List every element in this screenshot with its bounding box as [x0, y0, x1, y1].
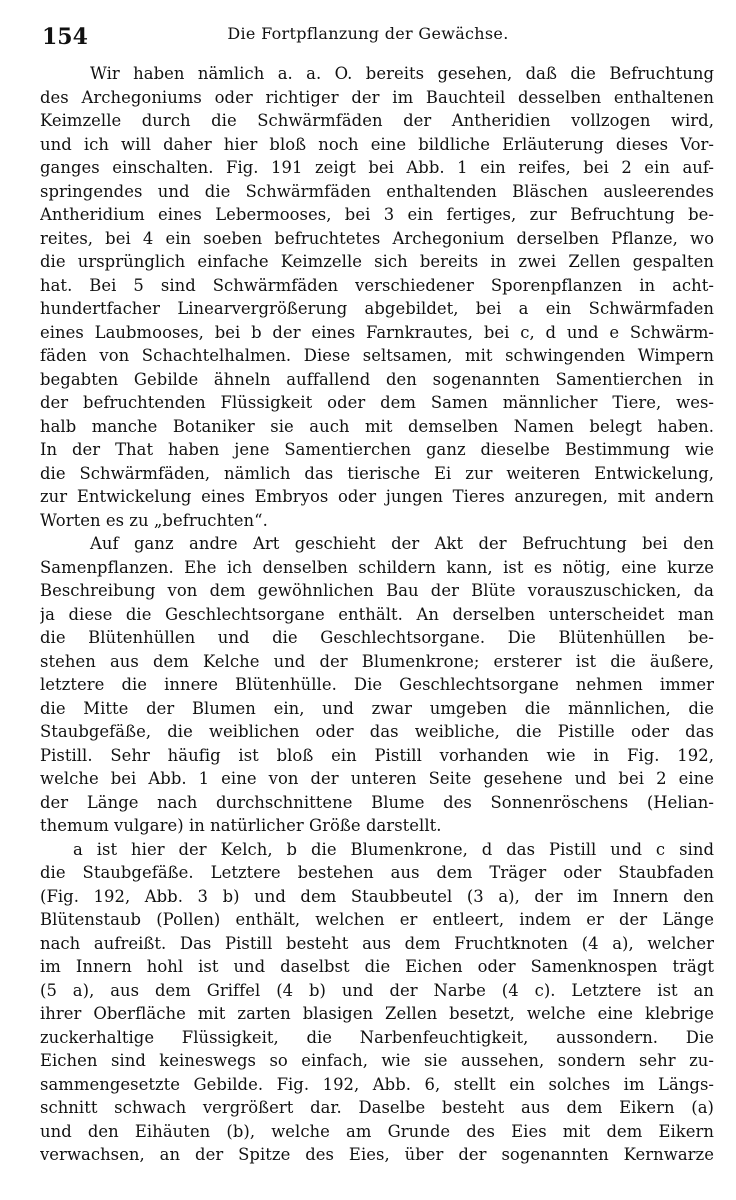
text-line: welche bei Abb. 1 eine von der unteren Seite gesehene und bei 2 eine — [40, 769, 714, 788]
text-line: fäden von Schachtelhalmen. Diese seltsamen, mit schwingenden Wimpern — [40, 346, 714, 365]
text-line: In der That haben jene Samentierchen ganz dieselbe Bestimmung wie — [40, 440, 714, 459]
text-line: Pistill. Sehr häufig ist bloß ein Pistill vorhanden wie in Fig. 192, — [40, 745, 714, 765]
text-line: hat. Bei 5 sind Schwärmfäden verschiedener Sporenpflanzen in acht- — [40, 275, 714, 295]
text-line: letztere die innere Blütenhülle. Die Geschlechtsorgane nehmen immer — [40, 675, 714, 694]
running-head: Die Fortpflanzung der Gewächse. — [227, 24, 509, 43]
text-line: (5 a), aus dem Griffel (4 b) und der Narbe (4 c). Letztere ist an — [40, 980, 714, 1000]
text-line: der Länge nach durchschnittene Blume des Sonnenröschens (Helian- — [40, 792, 714, 812]
body-text — [40, 62, 714, 1167]
text-line: verwachsen, an der Spitze des Eies, über der sogenannten Kernwarze — [40, 1145, 714, 1164]
text-line: Keimzelle durch die Schwärmfäden der Antheridien vollzogen wird, — [40, 111, 714, 130]
text-line: Blütenstaub (Pollen) enthält, welchen er entleert, indem er der Länge — [40, 910, 714, 929]
text-line: hundertfacher Linearvergrößerung abgebildet, bei a ein Schwärmfaden — [40, 299, 714, 318]
text-line: begabten Gebilde ähneln auffallend den sogenannten Samentierchen in — [40, 369, 714, 389]
text-line: (Fig. 192, Abb. 3 b) und dem Staubbeutel (3 a), der im Innern den — [40, 886, 714, 906]
text-line: ja diese die Geschlechtsorgane enthält. An derselben unterscheidet man — [40, 604, 714, 624]
text-line: im Innern hohl ist und daselbst die Eichen oder Samenknospen trägt — [40, 957, 714, 976]
text-line: Worten es zu „befruchten“. — [40, 510, 268, 530]
text-line: und ich will daher hier bloß noch eine bildliche Erläuterung dieses Vor- — [40, 134, 714, 154]
text-line: themum vulgare) in natürlicher Größe darstellt. — [40, 816, 442, 835]
text-line: die ursprünglich einfache Keimzelle sich bereits in zwei Zellen gespalten — [40, 252, 714, 271]
text-line: ihrer Oberfläche mit zarten blasigen Zellen besetzt, welche eine klebrige — [40, 1004, 714, 1023]
text-line: Eichen sind keineswegs so einfach, wie sie aussehen, sondern sehr zu- — [40, 1051, 714, 1070]
text-line: Antheridium eines Lebermooses, bei 3 ein fertiges, zur Befruchtung be- — [40, 205, 714, 224]
text-line: ganges einschalten. Fig. 191 zeigt bei Abb. 1 ein reifes, bei 2 ein auf- — [40, 158, 714, 177]
text-line: der befruchtenden Flüssigkeit oder dem Samen männlicher Tiere, wes- — [40, 393, 714, 412]
page-number: 154 — [42, 24, 88, 50]
text-line: die Mitte der Blumen ein, und zwar umgeben die männlichen, die — [40, 698, 714, 718]
text-line: Beschreibung von dem gewöhnlichen Bau der Blüte vorauszuschicken, da — [40, 581, 714, 600]
text-line: zuckerhaltige Flüssigkeit, die Narbenfeuchtigkeit, aussondern. Die — [40, 1027, 714, 1047]
page-header — [40, 18, 696, 52]
text-line: halb manche Botaniker sie auch mit demselben Namen belegt haben. — [40, 416, 714, 436]
text-line: stehen aus dem Kelche und der Blumenkrone; ersterer ist die äußere, — [40, 651, 714, 671]
text-line: sammengesetzte Gebilde. Fig. 192, Abb. 6, stellt ein solches im Längs- — [40, 1074, 714, 1094]
text-line: reites, bei 4 ein soeben befruchtetes Archegonium derselben Pflanze, wo — [40, 228, 714, 248]
text-line: die Blütenhüllen und die Geschlechtsorgane. Die Blütenhüllen be- — [40, 628, 714, 647]
text-line: Samenpflanzen. Ehe ich denselben schildern kann, ist es nötig, eine kurze — [40, 557, 714, 577]
text-line: Staubgefäße, die weiblichen oder das weibliche, die Pistille oder das — [40, 722, 714, 741]
text-line: Auf ganz andre Art geschieht der Akt der Befruchtung bei den — [90, 534, 714, 553]
text-line: des Archegoniums oder richtiger der im Bauchteil desselben enthaltenen — [40, 87, 714, 107]
text-line: die Schwärmfäden, nämlich das tierische Ei zur weiteren Entwickelung, — [40, 463, 714, 483]
text-line: springendes und die Schwärmfäden enthaltenden Bläschen ausleerendes — [40, 181, 714, 201]
text-line: schnitt schwach vergrößert dar. Daselbe besteht aus dem Eikern (a) — [40, 1098, 714, 1117]
text-line: eines Laubmooses, bei b der eines Farnkrautes, bei c, d und e Schwärm- — [40, 322, 714, 342]
text-line: a ist hier der Kelch, b die Blumenkrone, d das Pistill und c sind — [73, 839, 714, 859]
text-line: und den Eihäuten (b), welche am Grunde des Eies mit dem Eikern — [40, 1121, 714, 1141]
text-line: Wir haben nämlich a. a. O. bereits gesehen, daß die Befruchtung — [90, 64, 714, 83]
text-line: die Staubgefäße. Letztere bestehen aus dem Träger oder Staubfaden — [40, 863, 714, 882]
text-line: nach aufreißt. Das Pistill besteht aus dem Fruchtknoten (4 a), welcher — [40, 933, 714, 953]
text-line: zur Entwickelung eines Embryos oder jungen Tieres anzuregen, mit andern — [40, 487, 714, 506]
